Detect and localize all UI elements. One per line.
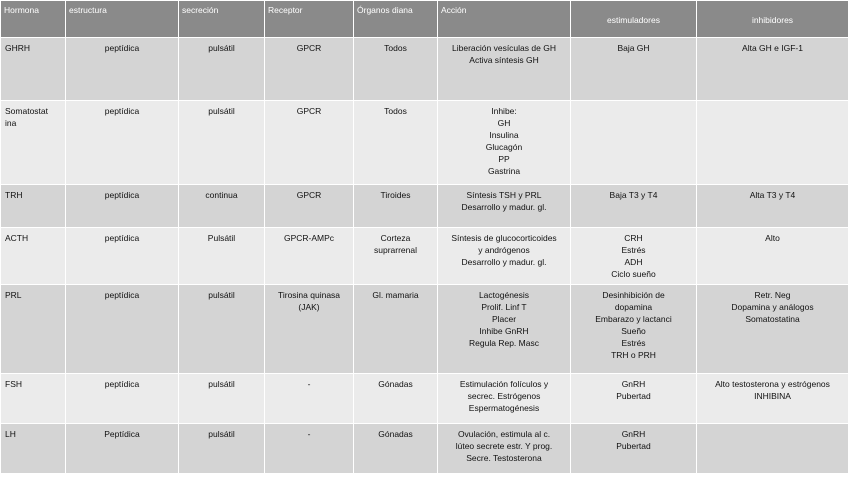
cell-line: PP <box>498 154 510 164</box>
table-row <box>1 374 848 424</box>
cell-accion <box>438 185 571 228</box>
cell-receptor <box>265 374 354 424</box>
header-accion: Acción <box>438 1 571 38</box>
cell-organos <box>354 228 438 285</box>
cell-line: Estrés <box>621 245 646 255</box>
cell-secrecion <box>179 374 265 424</box>
cell-line: pulsátil <box>208 43 235 53</box>
table-row <box>1 285 848 374</box>
cell-line: GPCR-AMPc <box>283 233 335 243</box>
cell-hormona <box>1 101 66 185</box>
header-estructura: estructura <box>66 1 179 38</box>
cell-line: Embarazo y lactanci <box>595 314 672 324</box>
cell-estimuladores <box>571 424 697 474</box>
cell-line: Somatostatina <box>745 314 800 324</box>
cell-line: pulsátil <box>208 379 235 389</box>
cell-line: peptídica <box>104 233 140 243</box>
cell-line: peptídica <box>104 106 140 116</box>
cell-inhibidores <box>697 374 848 424</box>
cell-estimuladores <box>571 185 697 228</box>
cell-organos <box>354 424 438 474</box>
cell-secrecion <box>179 228 265 285</box>
cell-line: Liberación vesículas de GH <box>452 43 556 53</box>
cell-secrecion <box>179 101 265 185</box>
cell-line: secrec. Estrógenos <box>467 391 541 401</box>
cell-organos <box>354 101 438 185</box>
table-row <box>1 228 848 285</box>
cell-receptor <box>265 101 354 185</box>
cell-inhibidores <box>697 38 848 101</box>
cell-secrecion <box>179 185 265 228</box>
cell-line: Dopamina y análogos <box>731 302 814 312</box>
cell-inhibidores <box>697 424 848 474</box>
cell-accion <box>438 285 571 374</box>
table-row <box>1 101 848 185</box>
cell-hormona <box>1 374 66 424</box>
table-row <box>1 424 848 474</box>
table-row <box>1 185 848 228</box>
header-secrecion: secreción <box>179 1 265 38</box>
header-inhibidores: inhibidores <box>697 1 848 38</box>
cell-estructura <box>66 38 179 101</box>
cell-estructura <box>66 228 179 285</box>
cell-line: GHRH <box>5 43 31 53</box>
cell-line: GnRH <box>621 379 646 389</box>
cell-secrecion <box>179 38 265 101</box>
cell-line: Desarrollo y madur. gl. <box>461 202 547 212</box>
cell-hormona <box>1 185 66 228</box>
header-row <box>1 1 848 38</box>
cell-line: Estrés <box>621 338 646 348</box>
cell-line: Baja T3 y T4 <box>609 190 658 200</box>
cell-receptor <box>265 38 354 101</box>
cell-line: Ovulación, estimula al c. <box>457 429 551 439</box>
cell-secrecion <box>179 424 265 474</box>
cell-line: (JAK) <box>298 302 320 312</box>
cell-line: Corteza <box>380 233 411 243</box>
header-organos-diana: Órganos diana <box>354 1 438 38</box>
cell-line: Glucagón <box>485 142 523 152</box>
cell-line: Inhibe GnRH <box>479 326 529 336</box>
cell-line: continua <box>205 190 238 200</box>
cell-line: GnRH <box>621 429 646 439</box>
cell-accion <box>438 424 571 474</box>
cell-receptor <box>265 185 354 228</box>
cell-accion <box>438 374 571 424</box>
cell-line: peptídica <box>104 379 140 389</box>
header-estimuladores: estimuladores <box>571 1 697 38</box>
cell-line: Ciclo sueño <box>611 269 656 279</box>
cell-inhibidores <box>697 285 848 374</box>
cell-line: LH <box>5 429 16 439</box>
cell-inhibidores <box>697 185 848 228</box>
cell-secrecion <box>179 285 265 374</box>
cell-organos <box>354 38 438 101</box>
cell-line: peptídica <box>104 190 140 200</box>
cell-line: pulsátil <box>208 429 235 439</box>
cell-line: Pubertad <box>616 441 651 451</box>
cell-line: Todos <box>384 106 407 116</box>
cell-hormona <box>1 285 66 374</box>
cell-line: Síntesis TSH y PRL <box>466 190 542 200</box>
cell-estructura <box>66 374 179 424</box>
cell-estimuladores <box>571 228 697 285</box>
cell-line: pulsátil <box>208 106 235 116</box>
cell-line: Desarrollo y madur. gl. <box>461 257 547 267</box>
cell-line: Todos <box>384 43 407 53</box>
cell-hormona <box>1 228 66 285</box>
cell-accion <box>438 38 571 101</box>
cell-line: Síntesis de glucocorticoides <box>451 233 557 243</box>
cell-line: - <box>307 429 311 439</box>
cell-line: Espermatogénesis <box>468 403 540 413</box>
cell-organos <box>354 285 438 374</box>
cell-hormona <box>1 38 66 101</box>
cell-line: Prolif. Linf T <box>481 302 527 312</box>
cell-line: Alta T3 y T4 <box>749 190 796 200</box>
cell-line: GPCR <box>296 190 322 200</box>
cell-line: Lactogénesis <box>478 290 530 300</box>
cell-line: Tirosina quinasa <box>277 290 341 300</box>
cell-estructura <box>66 424 179 474</box>
cell-line: Activa síntesis GH <box>469 55 539 65</box>
cell-line: Peptídica <box>104 429 140 439</box>
cell-line: PRL <box>5 290 22 300</box>
cell-line: GPCR <box>296 43 322 53</box>
table-body <box>1 38 848 474</box>
cell-line: ina <box>5 118 17 128</box>
cell-line: lúteo secrete estr. Y prog. <box>455 441 553 451</box>
cell-line: dopamina <box>614 302 653 312</box>
header-hormona: Hormona <box>1 1 66 38</box>
cell-line: Pubertad <box>616 391 651 401</box>
cell-line: Desinhibición de <box>602 290 665 300</box>
cell-line: ACTH <box>5 233 29 243</box>
cell-line: Retr. Neg <box>754 290 791 300</box>
cell-estructura <box>66 285 179 374</box>
cell-line: Estimulación folículos y <box>459 379 549 389</box>
cell-line: peptídica <box>104 290 140 300</box>
cell-line: y andrógenos <box>478 245 530 255</box>
cell-line: Secre. Testosterona <box>466 453 542 463</box>
cell-hormona <box>1 424 66 474</box>
cell-line: Pulsátil <box>207 233 236 243</box>
cell-line: Alta GH e IGF-1 <box>742 43 803 53</box>
cell-line: Gónadas <box>378 429 413 439</box>
cell-line: Gastrina <box>487 166 521 176</box>
cell-estimuladores <box>571 101 697 185</box>
cell-estimuladores <box>571 38 697 101</box>
cell-accion <box>438 101 571 185</box>
cell-line: Tiroides <box>380 190 411 200</box>
cell-line: Insulina <box>489 130 519 140</box>
cell-line: Gl. mamaria <box>372 290 419 300</box>
cell-line: peptídica <box>104 43 140 53</box>
cell-line: Gónadas <box>378 379 413 389</box>
cell-accion <box>438 228 571 285</box>
cell-estimuladores <box>571 374 697 424</box>
cell-estimuladores <box>571 285 697 374</box>
cell-estructura <box>66 185 179 228</box>
cell-inhibidores <box>697 101 848 185</box>
cell-receptor <box>265 285 354 374</box>
header-receptor: Receptor <box>265 1 354 38</box>
cell-line: FSH <box>5 379 22 389</box>
cell-line: TRH o PRH <box>611 350 656 360</box>
cell-line: Sueño <box>621 326 646 336</box>
cell-line: TRH <box>5 190 23 200</box>
cell-line: INHIBINA <box>754 391 791 401</box>
cell-line: Placer <box>491 314 517 324</box>
cell-inhibidores <box>697 228 848 285</box>
cell-line: Somatostat <box>5 106 48 116</box>
cell-line: Alto <box>765 233 780 243</box>
cell-line: GH <box>497 118 511 128</box>
cell-organos <box>354 374 438 424</box>
cell-line: Baja GH <box>617 43 650 53</box>
cell-estructura <box>66 101 179 185</box>
cell-line: Alto testosterona y estrógenos <box>715 379 830 389</box>
cell-line: Inhibe: <box>491 106 517 116</box>
cell-line: pulsátil <box>208 290 235 300</box>
cell-line: ADH <box>624 257 643 267</box>
cell-organos <box>354 185 438 228</box>
cell-receptor <box>265 228 354 285</box>
cell-line: suprarrenal <box>374 245 417 255</box>
cell-line: GPCR <box>296 106 322 116</box>
cell-receptor <box>265 424 354 474</box>
cell-line: - <box>307 379 311 389</box>
cell-line: Regula Rep. Masc <box>469 338 539 348</box>
table-row <box>1 38 848 101</box>
cell-line: CRH <box>624 233 643 243</box>
